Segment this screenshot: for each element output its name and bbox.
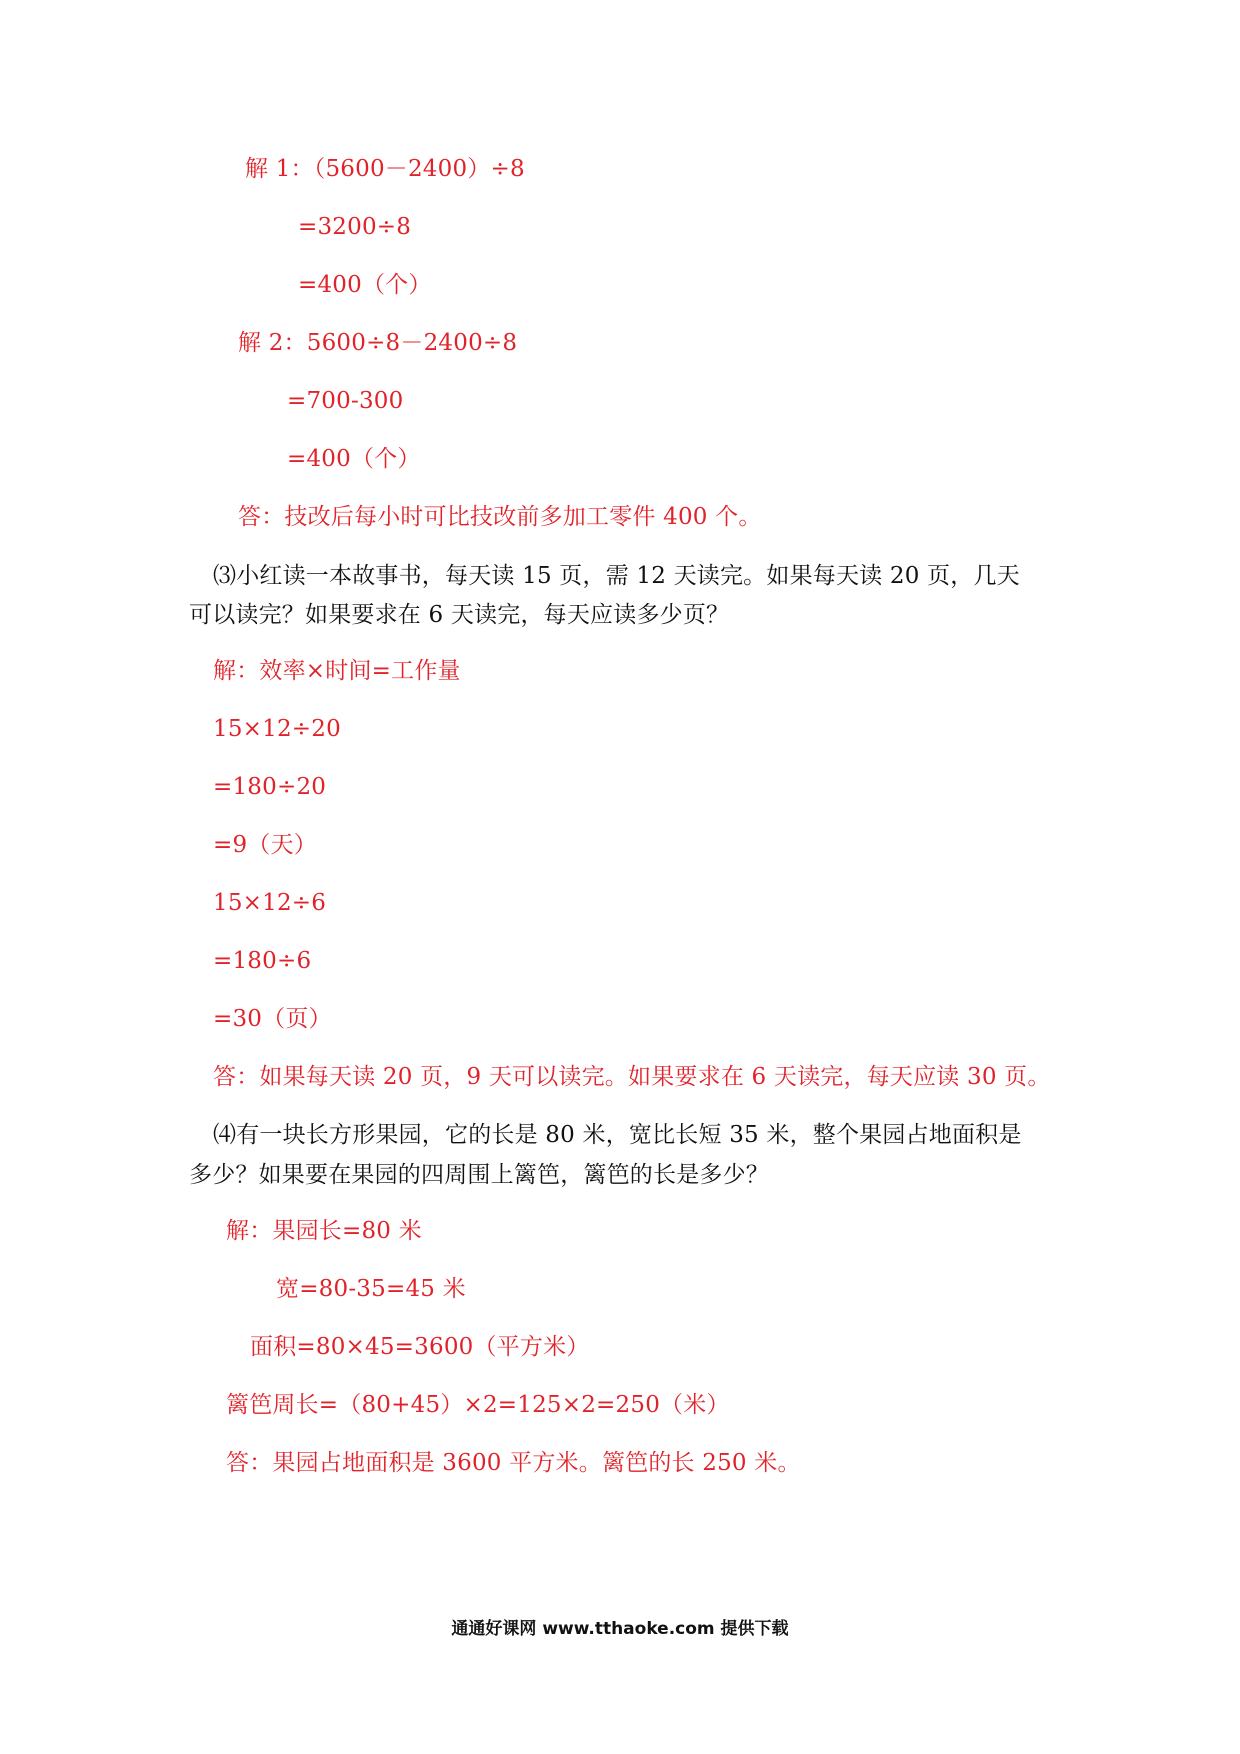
q3-solution-line-1: 解：效率×时间=工作量: [213, 658, 461, 684]
solution-1-line-2: =3200÷8: [298, 214, 412, 240]
answer-3: 答：如果每天读 20 页，9 天可以读完。如果要求在 6 天读完，每天应读 30 页。: [213, 1064, 1051, 1090]
q3-solution-line-5: 15×12÷6: [213, 890, 327, 916]
answer-4: 答：果园占地面积是 3600 平方米。篱笆的长 250 米。: [226, 1450, 801, 1476]
page-footer: 通通好课网 www.tthaoke.com 提供下载: [451, 1619, 789, 1639]
q3-solution-line-6: =180÷6: [213, 948, 312, 974]
q3-solution-line-4: =9（天）: [213, 832, 317, 858]
q3-solution-line-3: =180÷20: [213, 774, 327, 800]
question-3-line-1: ⑶小红读一本故事书，每天读 15 页，需 12 天读完。如果每天读 20 页，几天: [213, 563, 1020, 589]
q4-solution-line-2: 宽=80-35=45 米: [276, 1276, 466, 1302]
q4-solution-line-1: 解：果园长=80 米: [226, 1218, 422, 1244]
q3-solution-line-2: 15×12÷20: [213, 716, 341, 742]
question-4-line-2: 多少？如果要在果园的四周围上篱笆，篱笆的长是多少？: [189, 1162, 769, 1188]
solution-2-line-1: 解 2：5600÷8－2400÷8: [238, 330, 518, 356]
question-3-line-2: 可以读完？如果要求在 6 天读完，每天应读多少页？: [189, 602, 730, 628]
solution-2-line-3: =400（个）: [287, 446, 421, 472]
solution-2-line-2: =700-300: [287, 388, 404, 414]
answer-2: 答：技改后每小时可比技改前多加工零件 400 个。: [238, 504, 762, 530]
solution-1-line-3: =400（个）: [298, 272, 432, 298]
q3-solution-line-7: =30（页）: [213, 1006, 332, 1032]
q4-solution-line-3: 面积=80×45=3600（平方米）: [250, 1334, 590, 1360]
question-4-line-1: ⑷有一块长方形果园，它的长是 80 米，宽比长短 35 米，整个果园占地面积是: [213, 1122, 1022, 1148]
q4-solution-line-4: 篱笆周长=（80+45）×2=125×2=250（米）: [226, 1392, 730, 1418]
solution-1-line-1: 解 1：（5600－2400）÷8: [245, 156, 525, 182]
